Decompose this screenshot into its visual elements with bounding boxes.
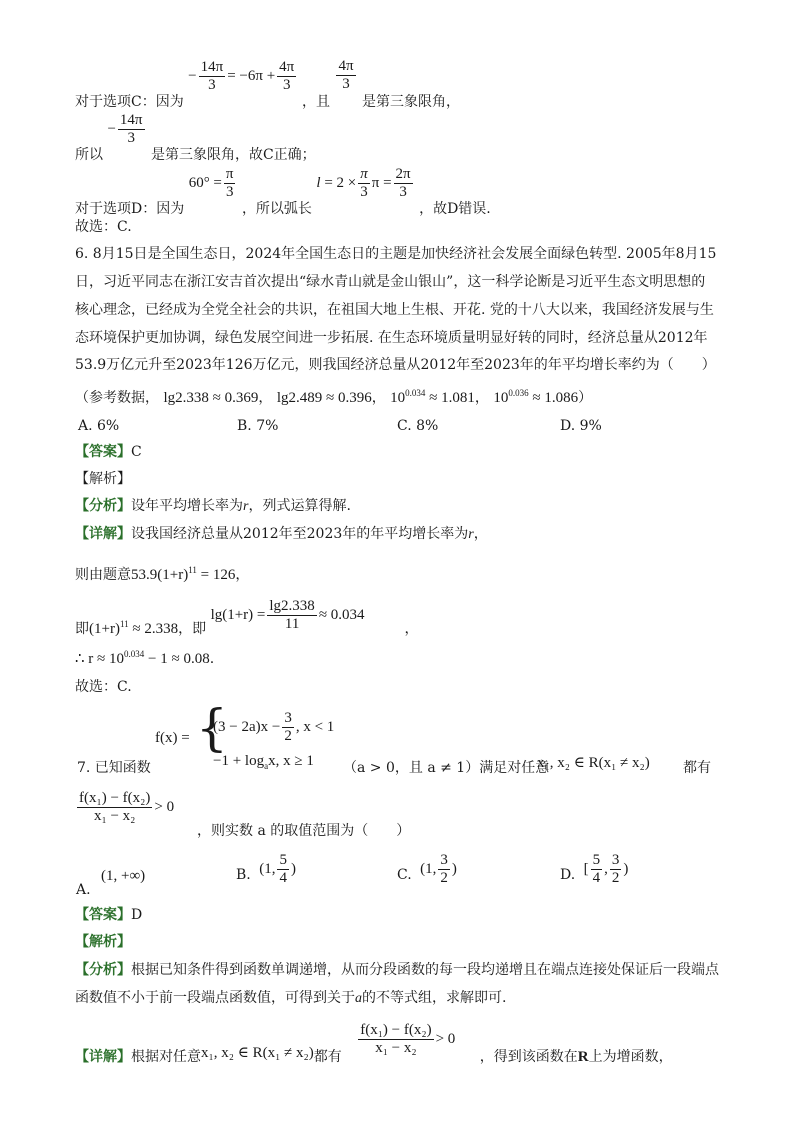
q7-stem-prefix: 7. 已知函数: [77, 760, 151, 776]
q7-option-d: D. [ $\frac{5}{4}$ , $\frac{3}{2}$ ): [560, 852, 629, 886]
q6-ref-3: $10^{0.034} \approx 1.081$: [390, 388, 475, 406]
q6-step2-prefix: 即: [75, 620, 89, 637]
q6-step1-eq: $53.9(1+r)^{11} = 126$: [131, 565, 236, 583]
q6-detail-tag: 【详解】: [75, 526, 131, 542]
q7-case1: (3 − 2a)x − $\frac{3}{2}$ , x < 1: [213, 710, 335, 744]
q6-step2-mid: ，即: [178, 620, 207, 637]
q7-cond-text: （a > 0，且 a ≠ 1）满足对任意: [343, 760, 550, 776]
c-line1-mid: ，且: [302, 93, 330, 110]
d-deg-math: 60° = $\frac{\pi}{3}$: [188, 166, 234, 200]
q7-detail: 【详解】根据对任意x₁, x₂ ∈ R(x₁ ≠ x₂)都有 $\frac{\text{f(x₁) − f(x₂)}}{\text{x₁ − x₂}}$ > 0 ，得到该函数在R上为增函数，: [75, 1022, 673, 1065]
q7-fenxi-line2: 函数值不小于前一段端点函数值，可得到关于a的不等式组，求解即可.: [75, 990, 507, 1006]
q6-fenxi-var: r: [243, 499, 249, 514]
c-line2-prefix: 所以: [75, 146, 103, 163]
q6-option-d: D. 9%: [560, 418, 602, 434]
c-line1: [75, 58, 460, 110]
q6-ref-2: lg2.489 ≈ 0.396: [276, 390, 372, 406]
q6-ref-1: lg2.338 ≈ 0.369: [163, 390, 259, 406]
q7-option-c: C. (1, $\frac{3}{2}$ ): [397, 852, 457, 886]
q6-option-a: A. 6%: [78, 418, 120, 434]
q6-answer: [75, 444, 142, 460]
q6-detail-b: ，: [473, 526, 488, 542]
q7-case2: $-1 + \log_ax$, x ≥ 1: [213, 753, 314, 771]
c-line1-prefix: 对于选项C：因为: [75, 93, 184, 110]
q6-answer-value: C: [131, 444, 142, 460]
q6-detail: [75, 526, 488, 543]
q7-fenxi-line1: [75, 962, 719, 978]
q6-option-b: B. 7%: [237, 418, 279, 434]
q6-fenxi-tag: 【分析】: [75, 498, 131, 514]
c-line3: [75, 166, 491, 217]
q7-analysis-tag: 【解析】: [75, 934, 131, 950]
c-choice: 故选：C.: [75, 219, 132, 235]
c-line3-mid: ，所以弧长: [241, 200, 312, 217]
q6-line-4: 态环境保护更加协调，绿色发展空间进一步拓展. 在生态环境质量明显好转的同时，经济总量从2012年: [75, 330, 708, 346]
q7-option-b: B. (1, $\frac{5}{4}$ ): [236, 852, 296, 886]
q6-step3-eq: ∴ $r \approx 10^{0.034} - 1 \approx 0.08$: [75, 649, 210, 667]
c-line3-prefix: 对于选项D：因为: [75, 200, 185, 217]
q6-fenxi-b: ，列式运算得解.: [248, 498, 351, 514]
q6-step1-prefix: 则由题意: [75, 567, 131, 583]
q6-detail-var: r: [468, 527, 474, 542]
q7-brace: {: [196, 699, 228, 757]
q6-line-5: 53.9万亿元升至2023年126万亿元，则我国经济总量从2012年至2023年的年平均增长率约为（ ）: [75, 357, 716, 373]
q6-step2-eq2: lg(1+r) = $\frac{\lg 2.338}{11}$ ≈ 0.034: [210, 598, 365, 632]
q6-ref-data: （参考数据， lg2.338 ≈ 0.369， lg2.489 ≈ 0.396， $10^{0.034} \approx 1.081$， $10^{0.036} \approx 1.086$）: [75, 388, 593, 406]
q6-fenxi: [75, 498, 351, 515]
q7-fx-label: f(x) =: [155, 730, 190, 746]
q7-cond-suffix: 都有: [683, 760, 711, 776]
q6-fenxi-a: 设年平均增长率为: [131, 498, 243, 514]
q6-option-c: C. 8%: [397, 418, 439, 434]
q7-fenxi-tag: 【分析】: [75, 962, 131, 978]
q6-step1-suffix: ，: [235, 567, 250, 583]
q7-answer-tag: 【答案】: [75, 907, 131, 923]
q6-line-3: 核心理念，已经成为全党全社会的共识，在祖国大地上生根、开花. 党的十八大以来，我国经济发展与生: [75, 302, 714, 318]
d-arc-math: l = 2 × $\frac{\pi}{3}$ π = $\frac{2\pi}{3}$: [316, 166, 411, 200]
q6-step2-suffix: ，: [404, 620, 419, 637]
q6-ref-prefix: （参考数据，: [75, 390, 159, 406]
c-line1-suffix: 是第三象限角，: [361, 93, 460, 110]
q7-cond-math: x₁, x₂ ∈ R(x₁ ≠ x₂): [537, 755, 650, 771]
q6-step2: [75, 598, 419, 637]
q6-detail-a: 设我国经济总量从2012年至2023年的年平均增长率为: [131, 526, 469, 542]
q6-choice: 故选：C.: [75, 679, 132, 695]
q6-step1: [75, 562, 249, 583]
q7-fenxi-text1: 根据已知条件得到函数单调递增，从而分段函数的每一段均递增且在端点连接处保证后一段端点: [131, 962, 719, 978]
c-line1-angle: $\frac{4\pi}{3}$: [338, 58, 354, 92]
q6-ref-4: $10^{0.036} \approx 1.086$: [493, 388, 579, 406]
q6-line-2: 日，习近平同志在浙江安吉首次提出“绿水青山就是金山银山”，这一科学论断是习近平生态文明思想的: [75, 274, 706, 290]
q7-answer-value: D: [131, 907, 143, 923]
q6-analysis-tag: 【解析】: [75, 471, 131, 487]
q6-step3: [75, 646, 214, 667]
q7-option-a: A. (1, +∞): [76, 868, 146, 898]
c-line2-math: − $\frac{14\pi}{3}$: [107, 112, 143, 146]
c-line3-suffix: ，故D错误.: [419, 200, 491, 217]
c-line1-math: − $\frac{14\pi}{3}$ = −6π + $\frac{4\pi}{3}$: [188, 58, 295, 93]
c-line2-suffix: 是第三象限角，故C正确；: [150, 146, 316, 163]
q7-detail-tag: 【详解】: [75, 1048, 131, 1065]
q7-answer: [75, 907, 142, 923]
q6-step3-dot: .: [209, 651, 215, 667]
q6-step2-eq1: $(1+r)^{11} \approx 2.338$: [89, 618, 179, 637]
q6-line-1: 6. 8月15日是全国生态日，2024年全国生态日的主题是加快经济社会发展全面绿色转型. 2005年8月15: [75, 246, 717, 262]
q7-ineq: $\frac{\text{f(x₁) − f(x₂)}}{\text{x₁ − x₂}}$ > 0: [79, 790, 175, 824]
q7-ask: ，则实数 a 的取值范围为（ ）: [197, 823, 411, 839]
c-line2: [75, 112, 316, 163]
q6-answer-tag: 【答案】: [75, 444, 131, 460]
